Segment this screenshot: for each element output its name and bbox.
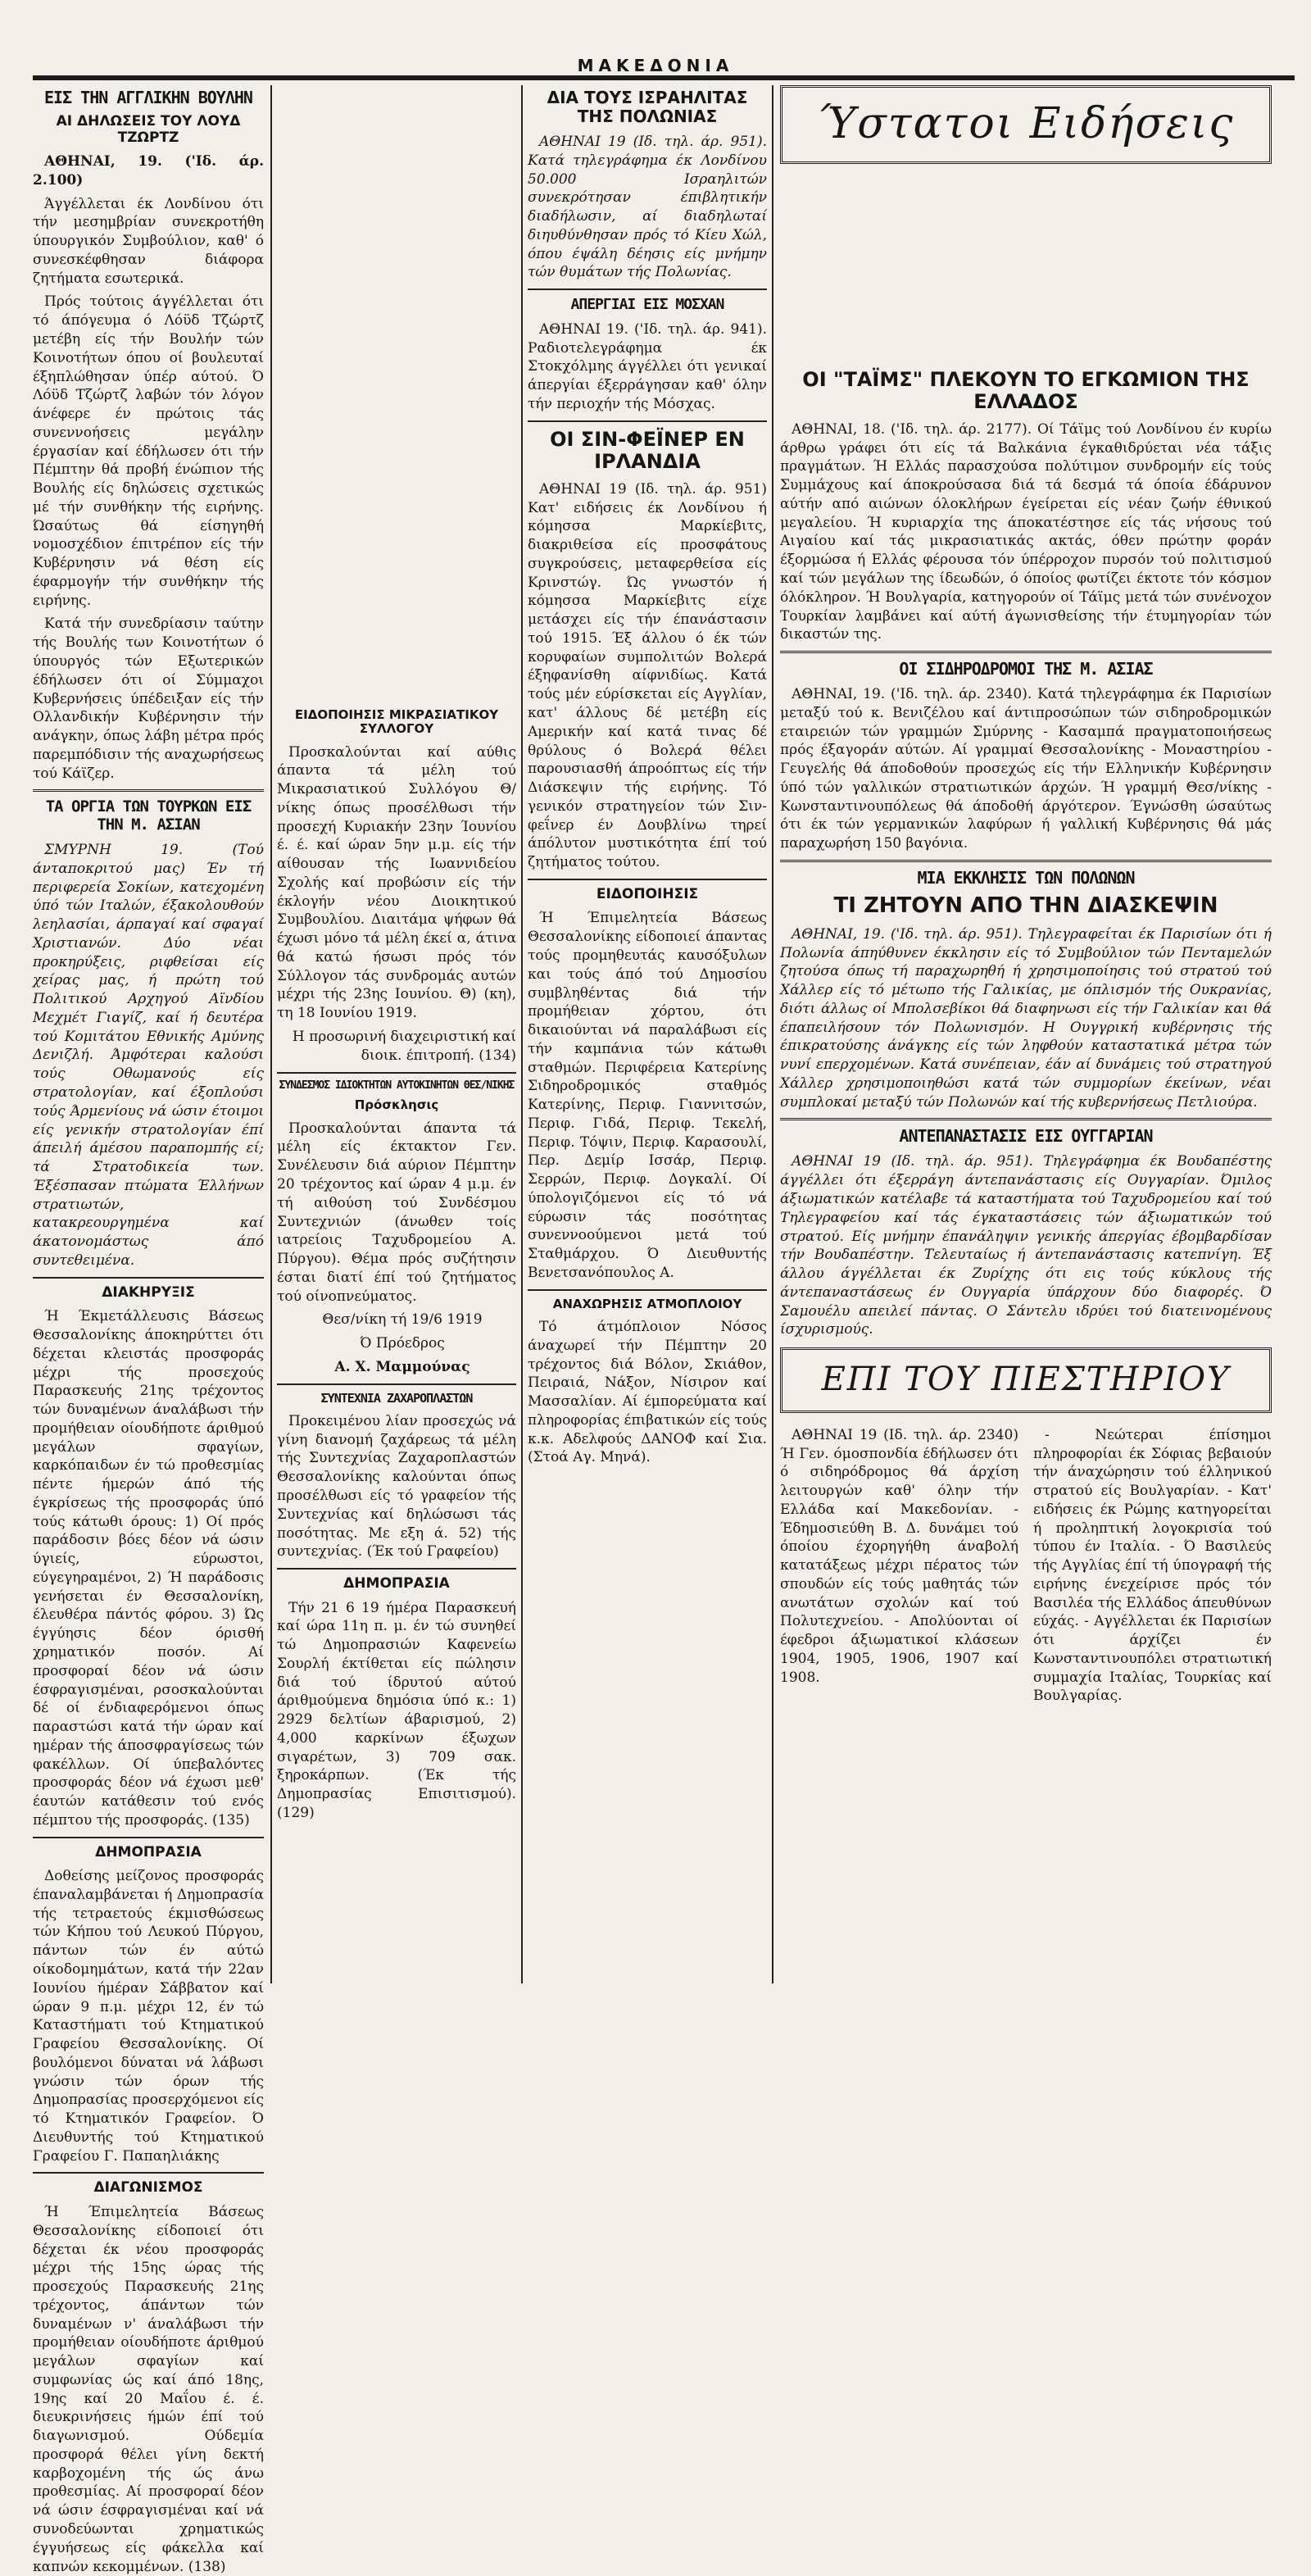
divider bbox=[277, 1383, 516, 1385]
masthead bbox=[0, 0, 1311, 75]
notice-text: Ή Έπιμελητεία Βάσεως Θεσσαλονίκης είδοποιεί άπαντας τούς προμηθευτάς καυσόξυλων και τούς άπό τού Δημοσίου συμβληθέντας διά τήν προμήθειαν χόρτου, ότι δικαιούνται νά παραλάβωσι είς τήν καμπάνια τών κάτωθι σταθμών. Περιφέρεια Κατερίνης Σιδηροδρομικός σταθμός Κατερίνης, Περιφ. Γιαννιτσών, Περιφ. Γιδά, Περιφ. Τεκελή, Περιφ. Τόψιν, Περιφ. Καρασουλί, Περ. Δεμίρ Ισσάρ, Περιφ. Σερρών, Περιφ. Δογκαλί. Οί ύπολογιζόμενοι είς τό νά εύρωσιν τάς ποσότητας συνεννοούμενοι μετά τού Σταθμάρχου. Ό Διευθυντής Βενετσανόπουλος Α. bbox=[528, 910, 767, 1281]
notice-date: Θεσ/νίκη τή 19/6 1919 bbox=[322, 1311, 483, 1329]
column-3 bbox=[528, 85, 767, 1992]
masthead-rule bbox=[33, 75, 1295, 80]
article-text: ΑΘΗΝΑΙ 19 (Ιδ. τηλ. άρ. 951). Τηλεγράφημα έκ Βουδαπέστης άγγέλλει ότι έξερράγη άντεπανάστασις είς Ουγγαρίαν. Όμιλος άξιωματικών κατέλαβε τά καταστήματα τού Ταχυδρομείου καί τού Τηλεγραφείου καί τάς έγκαταστάσεις τών άξιωματικών τού στρατού. Είς μνήμην έπανάληψιν γενικής άπεργίας έβομβαρδίσαν τήν Βουδαπέστην. Τελευταίως ή άντεπανάστασις κατεπνίγη. Έξ άλλου άγγέλλεται έκ Ζυρίχης ότι εις τούς κύκλους τής άντεπαναστάσεως έν Ουγγαρία ύπάρχουν δύο διαφορές. Ό Σαμουέλυ απειλεί πάντας. Ο Σάντελυ ιδρύει τού διατεινομένους ίσχυρισμούς. bbox=[780, 1153, 1272, 1338]
headline-sinn-fein: ΟΙ ΣΙΝ-ΦΕΪΝΕΡ ΕΝ ΙΡΛΑΝΔΙΑ bbox=[550, 427, 745, 474]
article-text: Κατά τήν συνεδρίασιν ταύτην τής Βουλής των Κοινοτήτων ό ύπουργός τών Εξωτερικών έδήλωσεν ότι οί Σύμμαχοι Κυβερνήσεις ύπέδειξαν είς τήν Ολλανδικήν Κυβέρνησιν τήν ανάγκην, όπως λάβη μέτρα πρός παρεμπόδισιν τής αναχωρήσεως τού Κάϊζερ. bbox=[33, 616, 264, 782]
headline-auction-2: ΔΗΜΟΠΡΑΣΙΑ bbox=[343, 1575, 450, 1592]
headline-notice: ΕΙΔΟΠΟΙΗΣΙΣ bbox=[596, 885, 699, 902]
divider bbox=[528, 288, 767, 290]
divider bbox=[780, 651, 1272, 653]
article-text: ΑΘΗΝΑΙ 19 (Ιδ. τηλ. άρ. 951) Κατ' ειδήσεις έκ Λονδίνου ή κόμησσα Μαρκίεβιτς, διακριθείσα είς προσφάτους συγκρούσεις, μεταφερθείσα είς Κρινστώγ. Ώς γνωστόν ή κόμησσα Μαρκίεβιτς είχε μετάσχει είς τήν έπανάστασιν τού 1915. Έξ άλλου ό έκ τών κορυφαίων συμπολιτών Βολερά έξηφανίσθη αίφνιδίως. Κατά τούς μέν εύρίσκεται είς Αγγλίαν, κατ' άλλους δέ μετέβη είς Αμερικήν καί κατά τινας δέ θρύλους ό Βολερά θέλει παρουσιασθή άπροόπτως είς τήν Διάσκεψιν τής ειρήνης. Τό γενικόν στρατηγείον τών Σιν-φεΐνερ έν Δουβλίνω τηρεί άπόλυτον μυστικότητα έπί τού ζητήματος τούτου. bbox=[528, 480, 767, 871]
article-text: - Νεώτεραι έπίσημοι πληροφορίαι έκ Σόφιας βεβαιούν τήν άναχώρησιν τού έλληνικού στρατού είς Βουλγαρίαν. - Κατ' ειδήσεις έκ Ρώμης κατηγορείται ή προληπτική λογοκρισία τού τύπου έν Ιταλία. - Ό Βασιλεύς τής Αγγλίας έπί τή ύπογραφή τής ειρήνης ένεχείρισε πρός τόν Βασιλέα τής Ελλάδος άπευθύνων εύχάς. - Αγγέλλεται έκ Παρισίων ότι άρχίζει έν Κωνσταντινουπόλει στρατιωτική συμμαχία Ιταλίας, Τουρκίας καί Βουλγαρίας. bbox=[1033, 1426, 1272, 1705]
headline-auction: ΔΗΜΟΠΡΑΣΙΑ bbox=[95, 1843, 202, 1860]
article-text: ΑΘΗΝΑΙ, 19. ('Ιδ. τηλ. άρ. 2340). Κατά τηλεγράφημα έκ Παρισίων μεταξύ τού κ. Βενιζέλου καί άντιπροσώπων τών σιδηροδρομικών εταιρειών τών γραμμών Σμύρνης - Κασαμπά πραγματοποιήσεως πρός έξαγοράν αύτών. Αί γραμμαί Θεσσαλονίκης - Μοναστηρίου - Γευγελής θά άποδοθούν προσεχώς είς τήν Ελληνικήν Κυβέρνησιν ύπό τών γαλλικών στρατιωτικών άρχών. Ή γραμμή Θεσ/νίκης - Κωνσταντινουπόλεως θά άποδοθή άργότερον. Έγνώσθη ώσαύτως ότι έκ τών γερμανικών λαφύρων ή γαλλική Κυβέρνησις θά μάς παραχωρήση 150 βαγόνια. bbox=[780, 686, 1272, 852]
divider bbox=[277, 1072, 516, 1074]
notice-text: Προκειμένου λίαν προσεχώς νά γίνη διανομή ζαχάρεως τά μέλη τής Συντεχνίας Ζαχαροπλαστών Θεσσαλονίκης καλούνται όπως προσέλθωσι είς τό γραφείον τής Συντεχνίας καί δηλώσωσι τάς ποσότητας. Με εξη ά. 52) τής συντεχνίας. (Έκ τού Γραφείου) bbox=[277, 1412, 516, 1561]
headline-turkish-atrocities: ΤΑ ΟΡΓΙΑ ΤΩΝ ΤΟΥΡΚΩΝ ΕΙΣ ΤΗΝ Μ. ΑΣΙΑΝ bbox=[45, 797, 252, 834]
article-text: ΑΘΗΝΑΙ, 18. ('Ιδ. τηλ. άρ. 2177). Οί Τάϊμς τού Λονδίνου έν κυρίω άρθρω γράφει ότι είς τά Βαλκάνια έγκαθιδρύεται νέα τάξις πραγμάτων. Ή Ελλάς παρασχούσα πολύτιμον συνδρομήν είς τούς Συμμάχους καί άποκρούσασα διά τά δεσμά τά όποία έδάρυνον αύτήν από αιώνων όλοκλήρων έγείρεται είς νέαν ζωήν έθνικού μεγαλείου. Ή κυριαρχία της άποκατέστησε είς τάς νήσους τού Αιγαίου καί τάς μικρασιατικάς ακτάς, όθεν πρώτην φοράν έξορμώσα ή Ελλάς φέρουσα τόν ύπέρροχον πυρσόν τού πολιτισμού καί τών μεγάλων της ίδεωδών, ό όποίος φωτίζει έκτοτε τόν κόσμον όλόκληρον. Ή Βουλγαρία, κατηγορούν οί Τάϊμς μετά τών συνένοχον Τουρκίαν λαμβάνει καί αύτή άγωνισθείσης τήν έτυμηγορίαν τών δικαστών της. bbox=[780, 420, 1272, 643]
notice-text: Ή Έπιμελητεία Βάσεως Θεσσαλονίκης είδοποιεί ότι δέχεται έκ νέου προσφοράς μέχρι τής 15ης ώρας τής προσεχούς Παρασκευής 21ης τρέχοντος, άπάντων τών δυναμένων ν' άναλάβωσι τήν προμήθειαν οίουδήποτε άριθμού μεγάλων σφαγίων καί συμφωνίας ώς καί άπό 18ης, 19ης καί 20 Μαΐου έ. έ. διευκρινήσεις ήμών έπί τού διαγωνισμού. Ούδεμία προσφορά θέλει γίνη δεκτή καρβοχομένη τής ώς άνω προθεσμίας. Αί προσφοραί δέον νά ώσιν έσφραγισμέναι καί νά συνοδεύωνται χρηματικώς έγγυήσεως είς φάκελλα καί καπνών κεκομμένων. (138) bbox=[33, 2203, 264, 2575]
latest-news-banner: Ύστατοι Ειδήσεις bbox=[780, 85, 1272, 164]
lloyd-george-article bbox=[33, 152, 264, 293]
article-text: Άγγέλλεται έκ Λονδίνου ότι τήν μεσημβρίαν συνεκροτήθη ύπουργικόν Συμβούλιον, καθ' ό συνεσκέφθησαν διάφορα ζητήματα εσωτερικά. bbox=[33, 195, 264, 287]
divider bbox=[33, 1277, 264, 1279]
dateline: ΑΘΗΝΑΙ, 19. ('Ιδ. άρ. 2.100) bbox=[33, 153, 264, 189]
headline-strikes-moscow: ΑΠΕΡΓΙΑΙ ΕΙΣ ΜΟΣΧΑΝ bbox=[570, 296, 724, 314]
on-the-press-banner: ΕΠΙ ΤΟΥ ΠΙΕΣΤΗΡΙΟΥ bbox=[780, 1347, 1272, 1413]
divider bbox=[277, 1568, 516, 1570]
headline-hungary: ΑΝΤΕΠΑΝΑΣΤΑΣΙΣ ΕΙΣ ΟΥΓΓΑΡΙΑΝ bbox=[899, 1126, 1153, 1147]
notice-text: Τό άτμόπλοιον Νόσος άναχωρεί τήν Πέμπτην 20 τρέχοντος διά Βόλον, Σκιάθον, Πειραιά, Νάξον, Νίσιρον καί Μασσαλίαν. Αί έμπορεύματα καί πληροφορίας έπιβατικών είς τούς κ.κ. Αδελφούς ΔΑΝΟΦ καί Σια. (Στοά Αγ. Μηνά). bbox=[528, 1319, 767, 1466]
headline-what-they-ask: ΤΙ ΖΗΤΟΥΝ ΑΠΟ ΤΗΝ ΔΙΑΣΚΕΨΙΝ bbox=[833, 893, 1218, 918]
headline-israelites-poland: ΔΙΑ ΤΟΥΣ ΙΣΡΑΗΛΙΤΑΣ ΤΗΣ ΠΟΛΩΝΙΑΣ bbox=[547, 88, 748, 126]
notice-signature: Η προσωρινή διαχειριστική καί διοικ. έπιτροπή. (134) bbox=[292, 1028, 516, 1064]
divider bbox=[780, 1118, 1272, 1120]
column-rule bbox=[772, 85, 773, 1983]
article-text: ΑΘΗΝΑΙ 19. ('Ιδ. τηλ. άρ. 941). Ραδιοτελεγράφημα έκ Στοκχόλμης άγγέλλει ότι γενικαί άπεργίαι έξερράγησαν καθ' όλην τήν περιοχήν τής Μόσχας. bbox=[528, 320, 767, 412]
divider bbox=[33, 1837, 264, 1838]
press-columns bbox=[780, 1426, 1272, 1711]
blank-space bbox=[780, 177, 1272, 366]
divider bbox=[528, 1289, 767, 1291]
headline-tender: ΔΙΑΓΩΝΙΣΜΟΣ bbox=[93, 2179, 203, 2197]
divider bbox=[780, 860, 1272, 862]
column-2 bbox=[277, 85, 516, 1992]
article-text: Πρός τούτοις άγγέλλεται ότι τό άπόγευμα ό Λόϋδ Τζώρτζ μετέβη είς τήν Βουλήν τών Κοινοτήτων όπου οί βουλευταί έξηπλώθησαν ύπέρ αύτού. Ό Λόϋδ Τζώρτζ λαβών τόν λόγον άνέφερε έν πρώτοις τάς συνεννοήσεις μεγάλην έργασίαν καί έδήλωσεν ότι τήν Πέμπτην θά προβή ένώπιον τής Βουλής είς δηλώσεις σχετικώς μέ τήν συνθήκην τής ειρήνης. Ώσαύτως θά είσηγηθή νομοσχέδιον έπιτρέπον είς τήν Κυβέρνησιν νά θέση είς έφαρμογήν τήν συνθήκην τής ειρήνης. bbox=[33, 293, 264, 609]
notice-text: Δοθείσης μείζονος προσφοράς έπαναλαμβάνεται ή Δημοπρασία τής τετραετούς έκμισθώσεως τών Κήπου τού Λευκού Πύργου, πάντων τών έν αύτώ οίκοδομημάτων, κατά τήν 22αν Ιουνίου ήμέραν Σάββατον καί ώραν 9 π.μ. μέχρι 12, έν τώ Καταστήματι τού Κτηματικού Γραφείου Θεσσαλονίκης. Οί βουλόμενοι δύναται νά λάβωσι γνώσιν τών όρων τής Δημοπρασίας προσερχόμενοι είς τό Κτηματικόν Γραφείον. Ό Διευθυντής τού Κτηματικού Γραφείου Γ. Παπαηλιάκης bbox=[33, 1868, 264, 2165]
notice-role: Ό Πρόεδρος bbox=[360, 1335, 445, 1352]
article-text: ΑΘΗΝΑΙ 19 (Ιδ. τηλ. άρ. 951). Κατά τηλεγράφημα έκ Λονδίνου 50.000 Ισραηλιτών συνεκρότησαν έπιβλητικήν διαδήλωσιν, αί διαδηλωταί διηυθύνθησαν πρός τό Κίευ Χώλ, όπου έψάλη δέησις είς μνήμην τών θυμάτων τής Πολωνίας. bbox=[528, 134, 767, 281]
headline-asia-minor-club: ΕΙΔΟΠΟΙΗΣΙΣ ΜΙΚΡΑΣΙΑΤΙΚΟΥ ΣΥΛΛΟΓΟΥ bbox=[294, 707, 499, 737]
column-rule bbox=[521, 85, 523, 1983]
article-text: ΑΘΗΝΑΙ 19 (Ιδ. τηλ. άρ. 2340) Ή Γεν. όμοσπονδία έδήλωσεν ότι ό σιδηρόδρομος θά άρχίση λειτουργών καθ' όλην τήν Ελλάδα καί Μακεδονίαν. - Έδημοσιεύθη Β. Δ. δυνάμει τού όποίου έχορηγήθη άναβολή κατατάξεως μέχρι πέρατος τών σπουδών είς τούς μαθητάς τών ανωτάτων σχολών καί τού Πολυτεχνείου. - Απολύονται οί έφεδροι άξιωματικοί κλάσεων 1904, 1905, 1906, 1907 καί 1908. bbox=[780, 1426, 1018, 1686]
notice-text: Τήν 21 6 19 ήμέρα Παρασκευή καί ώρα 11η π. μ. έν τώ συνηθεί τώ Δημοπρασιών Καφενείω Σουρλή έκτίθεται είς πώλησιν διά τού ίδρυτού αύτού άριθμούμενα δημόσια ύπό κ.: 1) 2929 δελτίων άβαρισμού, 2) 4,000 καρκίνων έξωχων σιγαρέτων, 3) 709 σακ. ξηροκάρπων. (Έκ τής Δημοπρασίας Επισιτισμού). (129) bbox=[277, 1599, 516, 1821]
divider bbox=[33, 789, 264, 792]
column-1 bbox=[33, 85, 264, 2575]
headline-times-praise: ΟΙ "ΤΑΪΜΣ" ΠΛΕΚΟΥΝ ΤΟ ΕΓΚΩΜΙΟΝ ΤΗΣ ΕΛΛΑΔΟΣ bbox=[802, 367, 1250, 414]
divider bbox=[528, 879, 767, 880]
notice-signature: Α. Χ. Μαμμούνας bbox=[334, 1358, 470, 1375]
headline-railways: ΟΙ ΣΙΔΗΡΟΔΡΟΜΟΙ ΤΗΣ Μ. ΑΣΙΑΣ bbox=[899, 659, 1153, 679]
article-text: ΑΘΗΝΑΙ, 19. ('Ιδ. τηλ. άρ. 951). Τηλεγραφείται έκ Παρισίων ότι ή Πολωνία άπηύθυνεν έκκλησιν είς τό Συμβούλιον τών Πενταμελών ζητούσα όπως τή παραχωρηθή ή χρησιμοποίησις τού στρατού τού Χάλλερ είς τό μέτωπο τής Γαλικίας, με όπλισμόν τής Ουκρανίας, διότι άλλως οί Μπολσεβίκοι θά διαφηνωσι είς τήν Γαλικίαν και θά έπαπειλήσουν τόν Πολωνισμόν. Η Ουγγρική κυβέρνησις τής έπικρατούσης άνάγκης είς τών ληφθούν καταστατικά μέτρα τών νυνί επερχομένων. Κατά συνέπειαν, έάν αί δυνάμεις τού στρατηγού Χάλλερ χρησιμοποιηθώσι κατά τών συμμορίων έκείνων, νέαι συμπλοκαί μεταξύ τών Πολωνών καί τής κυβερνήσεως Πετλιούρα. bbox=[780, 925, 1272, 1111]
article-text: ΣΜΥΡΝΗ 19. (Τού άνταποκριτού μας) Έν τή περιφερεία Σοκίων, κατεχομένη ύπό τών Ιταλών, έξακολουθούν λεηλασίαι, άρπαγαί καί σφαγαί Χριστιανών. Δύο νέαι προκηρύξεις, ριφθείσαι είς χείρας μας, ή πρώτη τού Πολιτικού Αρχηγού Αϊνδίου Μεχμέτ Γιαγίζ, καί ή δευτέρα τού Κομιτάτου Εθνικής Αμύνης Δενιζλή. Άμφότεραι καλούσι τούς Οθωμανούς είς στρατολογίαν, καί έξοπλούσι τούς Άρμενίους νά ώσιν έτοιμοι είς γενικήν στρατολογίαν έπί άπειλή άμέσου παραπομπής εί; τά Στρατοδικεία των. Έξέσπασαν πτώματα Έλλήνων στρατιωτών, κατακρεουργημένα καί άκατονομάστως άπό συντεθειμένα. bbox=[33, 842, 264, 1269]
headline-car-owners: ΣΥΝΔΕΣΜΟΣ ΙΔΙΟΚΤΗΤΩΝ ΑΥΤΟΚΙΝΗΤΩΝ ΘΕΣ/ΝΙΚΗΣ bbox=[279, 1079, 515, 1092]
notice-text: Προσκαλούνται άπαντα τά μέλη είς έκτακτον Γεν. Συνέλευσιν διά αύριον Πέμπτην 20 τρέχοντος καί ώραν 4 μ.μ. έν τή αιθούση τού Συνδέσμου Συντεχνιών (άνωθεν τοίς ιατρείοις Ταχυδρομείου Α. Πύργου). Θέμα πρός συζήτησιν έσται διατί έπί τού ζητήματος τού οίνοπνεύματος. bbox=[277, 1120, 516, 1305]
headline-lloyd-george: ΑΙ ΔΗΛΩΣΕΙΣ ΤΟΥ ΛΟΥΔ ΤΖΩΡΤΖ bbox=[56, 113, 241, 146]
headline-steamship: ΑΝΑΧΩΡΗΣΙΣ ΑΤΜΟΠΛΟΙΟΥ bbox=[552, 1296, 742, 1311]
column-rule bbox=[270, 85, 272, 1983]
column-latest-news bbox=[780, 85, 1272, 1992]
headline-confectioners: ΣΥΝΤΕΧΝΙΑ ΖΑΧΑΡΟΠΛΑΣΤΩΝ bbox=[320, 1390, 473, 1406]
notice-text: Ή Έκμετάλλευσις Βάσεως Θεσσαλονίκης άποκηρύττει ότι δέχεται κλειστάς προσφοράς μέχρι τής προσεχούς Παρασκευής 21ης τρέχοντος τών δυναμένων άναλάβωσι τήν προμήθειαν οίουδήποτε άριθμού μεγάλων σφαγίων, καρκόπαιδων έν τώ προθεσμίας πέντε ήμερών άπό τής έγκρίσεως τής προσφοράς ύπό τούς κάτωθι όρους: 1) Οί πρός παράδοσιν βόες δέον νά ώσιν ύγιείς, εύρωστοι, εύγεγηραμένοι, 2) Ή παράδοσις γενήσεται έν Θεσσαλονίκη, έλευθέρα πάντός φόρου. 3) Ώς έγγύησις δέον όρισθή χρηματικόν ποσόν. Αί προσφοραί δέον νά ώσιν έσφραγισμέναι, ρσοσκαλούνται δέ οί ένδιαφερόμενοι όπως παραστώσι κατά τήν ώραν καί ημέραν τής άποσφραγίσεως τών φακέλλων. Οί ύπεβαλόντες προσφοράς δέον νά έχωσι μεθ' έαυτών κατάθεσιν τού ενός πέμπτου τής προσφοράς. (135) bbox=[33, 1308, 264, 1829]
divider bbox=[33, 2172, 264, 2174]
headline-polish-appeal: ΜΙΑ ΕΚΚΛΗΣΙΣ ΤΩΝ ΠΟΛΩΝΩΝ bbox=[917, 867, 1135, 888]
headline-proclamation: ΔΙΑΚΗΡΥΞΙΣ bbox=[102, 1283, 195, 1301]
newspaper-name: ΜΑΚΕΔΟΝΙΑ bbox=[577, 56, 734, 75]
headline-british-parliament: ΕΙΣ ΤΗΝ ΑΓΓΛΙΚΗΝ ΒΟΥΛΗΝ bbox=[44, 88, 252, 107]
divider bbox=[528, 420, 767, 422]
notice-text: Προσκαλούνται καί αύθις άπαντα τά μέλη τού Μικρασιατικού Συλλόγου Θ/νίκης όπως προσέλθωσι τήν προσεχή Κυριακήν 23ην Ίουνίου έ. έ. καί ώραν 5ην μ.μ. είς τήν αίθουσαν τής Ιωαννιδείου Σχολής καί προβώσιν είς τήν έκλογήν νέου Διοικητικού Συμβουλίου. Διαιτάμα ψήφων θά έχωσι μόνο τά μέλη έκεί α, άτινα θά κατώ ήσωσι πρός τόν Σύλλογον τάς συνδρομάς αυτών μέχρι τής 23ης Ιουνίου. Θ) (κη), τη 18 Ιουνίου 1919. bbox=[277, 743, 516, 1022]
headline-invitation: Πρόσκλησις bbox=[354, 1097, 439, 1113]
